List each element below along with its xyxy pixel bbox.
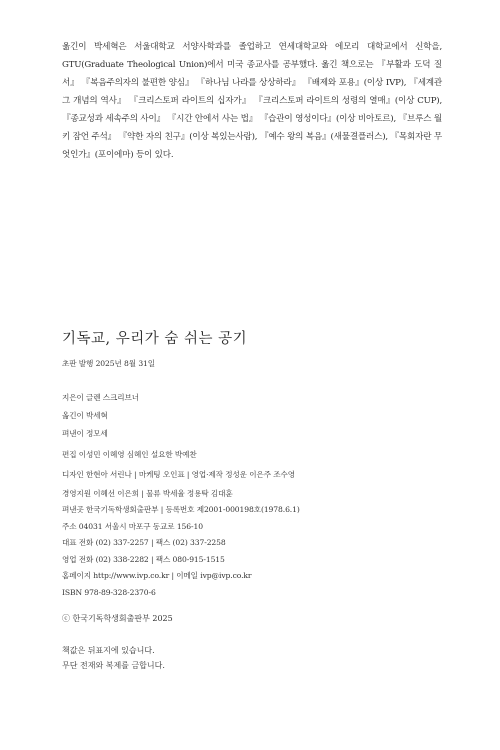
price-notice: 책값은 뒤표지에 있습니다.: [62, 646, 155, 655]
author-credit: 지은이 글렌 스크리브너: [62, 393, 139, 402]
isbn-line: ISBN 978-89-328-2370-6: [62, 587, 156, 597]
website-email-line: 홈페이지 http://www.ivp.co.kr | 이메일 ivp@ivp.co.kr: [62, 571, 252, 580]
credits-block: [62, 389, 139, 443]
main-phone-line: 대표 전화 (02) 337-2257 | 팩스 (02) 337-2258: [62, 538, 226, 547]
publisher-info: [62, 502, 300, 601]
editors-line: 편집 이성민 이혜영 심혜인 설요한 박예찬: [62, 450, 197, 459]
copyright-line: ⓒ 한국기독학생회출판부 2025: [62, 614, 173, 623]
publisher-registration-line: 펴낸곳 한국기독학생회출판부 | 등록번호 제2001-000198호(1978.6.1): [62, 505, 300, 514]
translator-credit: 옮긴이 박세혁: [62, 411, 108, 420]
staff-block: [62, 445, 295, 504]
address-line: 주소 04031 서울시 마포구 동교로 156-10: [62, 521, 203, 531]
sales-phone-line: 영업 전화 (02) 338-2282 | 팩스 080-915-1515: [62, 554, 225, 564]
translator-bio: [62, 38, 442, 164]
publisher-person-credit: 펴낸이 정모세: [62, 429, 108, 438]
design-marketing-line: 디자인 한현아 서린나 | 마케팅 오인표 | 영업·제작 정성운 이은주 조수영: [62, 469, 295, 479]
translator-bio-text: 옮긴이 박세혁은 서울대학교 서양사학과를 졸업하고 연세대학교와 에모리 대학교에서 신학을, GTU(Graduate Theological Union)에서 미국 종교사를 공부했다. 옮긴 책으로는 『부활과 도덕 질서』 『복음주의자의 불편한 양심』 『하나님 나라를 상상하라』 『배제와 포용』(이상 IVP), 『세계관 그 개념의 역사』 『크리스토퍼 라이트의 십자가』 『크리스토퍼 라이트의 성령의 열매』(이상 CUP), 『종교성과 세속주의 사이』 『시간 안에서 사는 법』 『습관이 영성이다』(이상 비아토르), 『브루스 월키 잠언 주석』 『약한 자의 친구』(이상 복있는사람), 『예수 왕의 복음』(새물결플러스), 『목회자란 무엇인가』(포이에마) 등이 있다.: [62, 42, 442, 160]
reproduction-notice: 무단 전재와 복제를 금합니다.: [62, 661, 165, 670]
notice-block: [62, 643, 165, 673]
management-logistics-line: 경영지원 이혜선 이은희 | 물류 박세율 정용탁 김대훈: [62, 489, 233, 498]
book-title: 기독교, 우리가 숨 쉬는 공기: [62, 331, 248, 347]
publication-date: 초판 발행 2025년 8월 31일: [62, 359, 156, 368]
